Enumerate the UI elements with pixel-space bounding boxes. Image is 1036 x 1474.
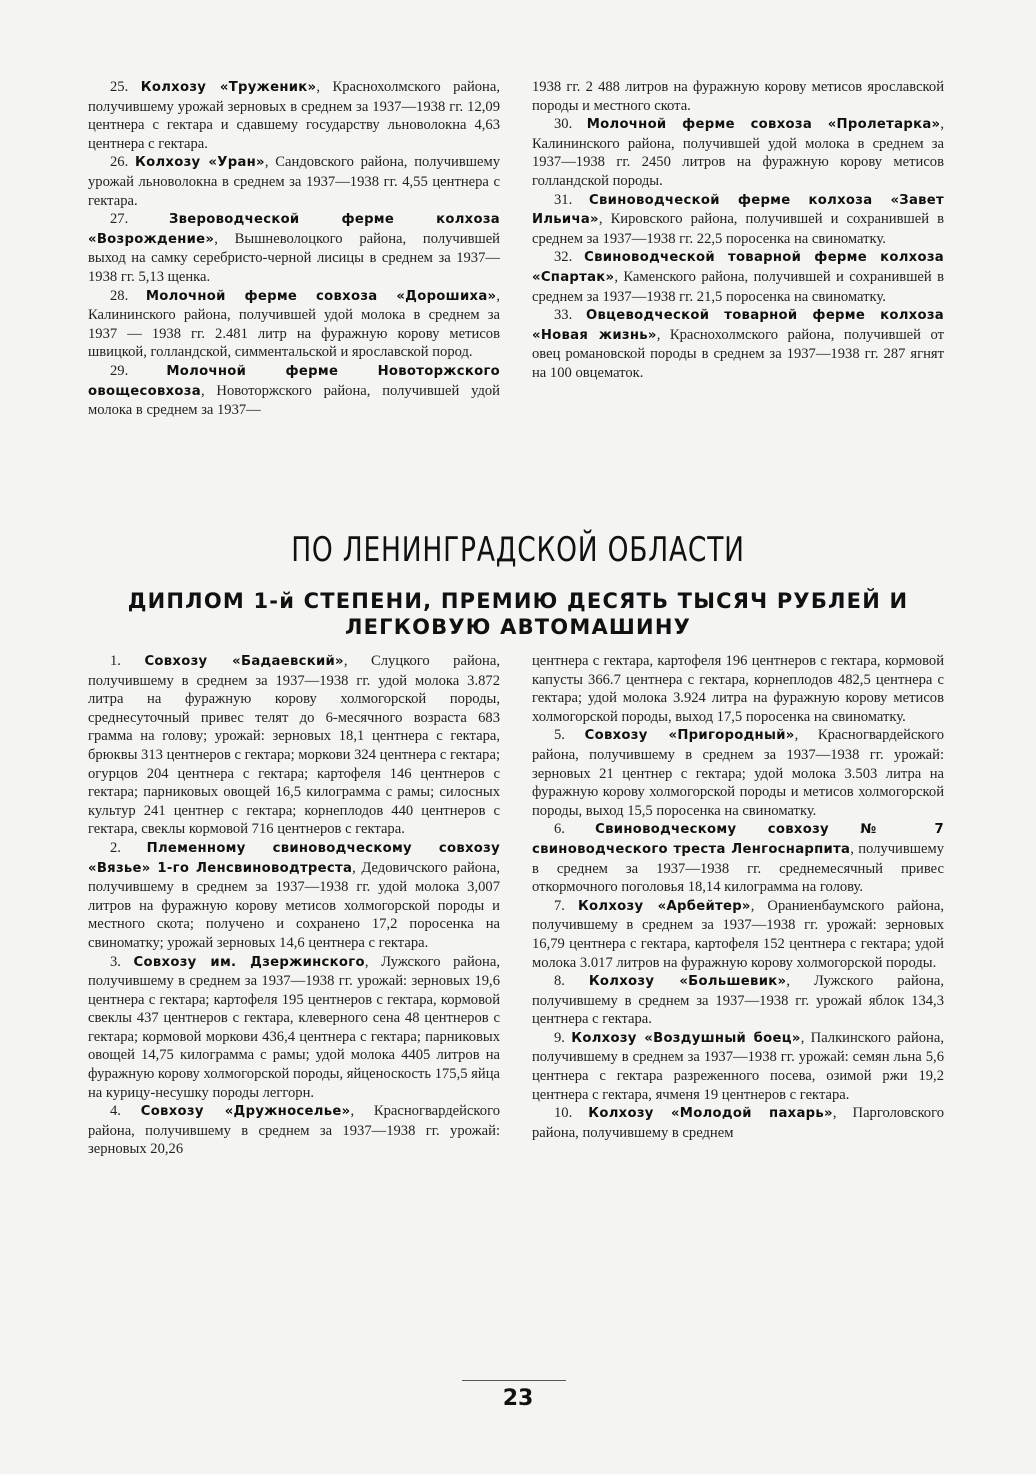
top-left-column bbox=[88, 78, 500, 420]
entry-name: Звероводческой ферме колхоза «Возрождение» bbox=[88, 212, 501, 247]
entry-text: , Ораниенбаумского района, получившему в среднем за 1937—1938 гг. урожай: зерновых 16,79 центнера с гектара, картофеля 152 центнера с гектара; удой молока 3.017 литров на фуражную корову холмогорской породы. bbox=[532, 897, 945, 971]
entry-number: 30. bbox=[554, 116, 587, 133]
entry-text: , Красногвардейского района, получившему в среднем за 1937—1938 гг. урожай: зерновых 20,26 bbox=[88, 1103, 500, 1158]
footer-rule bbox=[462, 1380, 566, 1381]
entry-name: Совхозу «Пригородный» bbox=[584, 728, 795, 744]
entry-number: 6. bbox=[554, 821, 596, 838]
entry-paragraph bbox=[532, 897, 944, 972]
entry-text: , Кировского района, получившей и сохранившей в среднем за 1937—1938 гг. 22,5 поросенка на свиноматку. bbox=[532, 211, 944, 247]
entry-name: Свиноводческой ферме колхоза «Завет Ильича» bbox=[532, 192, 944, 228]
entry-number: 31. bbox=[554, 191, 590, 208]
entry-number: 32. bbox=[554, 249, 585, 266]
entry-name: Колхозу «Арбейтер» bbox=[577, 898, 751, 914]
entry-text: , Красногвардейского района, получившему в среднем за 1937—1938 гг. урожай: зерновых 21 центнер с гектара; удой молока 3.503 литра на фуражную корову холмогорской породы и метисов холмогорской породы, выход 15,5 поросенка на свиноматку. bbox=[532, 727, 944, 819]
entry-number: 7. bbox=[554, 897, 578, 914]
entry-name: Свиноводческому совхозу № 7 свиноводческого треста Ленгоснарпита bbox=[532, 822, 945, 857]
entry-number: 27. bbox=[110, 211, 169, 228]
entry-text: , Вышневолоцкого района, получившей выход на самку серебристо-черной лисицы в среднем за 1937—1938 гг. 5,13 щенка. bbox=[88, 230, 500, 285]
entry-paragraph bbox=[532, 726, 944, 820]
entry-name: Колхозу «Уран» bbox=[135, 155, 265, 171]
entry-paragraph bbox=[532, 306, 944, 382]
entry-number: 3. bbox=[110, 953, 134, 970]
entry-number: 5. bbox=[554, 727, 585, 744]
top-right-column bbox=[532, 78, 944, 383]
entry-paragraph bbox=[532, 1104, 944, 1142]
entry-text: , Дедовичского района, получившему в среднем за 1937—1938 гг. удой молока 3,007 литров на фуражную корову метисов холмогорской породы и местного скота; получено и сохранено 17,2 поросенка на свиноматку; урожай зерновых 14,6 центнера с гектара. bbox=[88, 859, 500, 951]
entry-number: 1. bbox=[110, 653, 145, 669]
entry-paragraph bbox=[88, 953, 500, 1103]
entry-name: Совхозу «Дружноселье» bbox=[140, 1104, 351, 1120]
entry-text: , Парголовского района, получившему в среднем bbox=[532, 1105, 945, 1141]
award-title: ДИПЛОМ 1-й СТЕПЕНИ, ПРЕМИЮ ДЕСЯТЬ ТЫСЯЧ РУБЛЕЙ И ЛЕГКОВУЮ АВТОМАШИНУ bbox=[127, 589, 909, 639]
entry-text: 1938 гг. 2 488 литров на фуражную корову метисов ярославской породы и местного скота. bbox=[532, 79, 944, 114]
entry-name: Молочной ферме Новоторжского овощесовхоза bbox=[88, 363, 501, 399]
section-title: ПО ЛЕНИНГРАДСКОЙ ОБЛАСТИ bbox=[291, 530, 745, 570]
entry-paragraph bbox=[532, 1029, 944, 1104]
bottom-right-column bbox=[532, 652, 944, 1142]
entry-name: Совхозу им. Дзержинского bbox=[133, 954, 365, 970]
entry-number: 29. bbox=[110, 362, 167, 379]
entry-paragraph bbox=[88, 287, 500, 362]
entry-text: , Краснохолмского района, получившей от овец романовской породы в среднем за 1937—1938 гг. 287 ягнят на 100 овцематок. bbox=[532, 326, 944, 381]
entry-text: , Слуцкого района, получившему в среднем за 1937—1938 гг. удой молока 3.872 литра на фуражную корову холмогорской породы, среднесуточный привес телят до 6-месячного возраста 683 грамма на голову; урожай: зерновых 18,1 центнера с гектара, брюквы 313 центнеров с гектара; моркови 324 центнера с гектара; огурцов 204 центнера с гектара; картофеля 146 центнеров с гектара; парниковых овощей 16,5 килограмма с рамы; силосных культур 241 центнер с гектара; корнеплодов 440 центнеров с гектара, свеклы кормовой 716 центнеров с гектара. bbox=[88, 653, 501, 838]
entry-text: , Новоторжского района, получившей удой молока в среднем за 1937— bbox=[88, 382, 500, 419]
entry-number: 8. bbox=[554, 973, 589, 990]
entry-number: 33. bbox=[554, 307, 586, 324]
entry-name: Колхозу «Молодой пахарь» bbox=[588, 1106, 833, 1122]
entry-number: 28. bbox=[110, 287, 146, 304]
entry-number: 9. bbox=[554, 1029, 572, 1046]
entry-paragraph bbox=[532, 191, 944, 249]
entry-text: центнера с гектара, картофеля 196 центнеров с гектара, кормовой капусты 366.7 центнера с гектара, корнеплодов 482,5 центнера с гектара; удой молока 3.924 литра на фуражную корову метисов холмогорской породы, выход 17,5 поросенка на свиноматку. bbox=[532, 653, 944, 725]
entry-number: 2. bbox=[110, 839, 147, 856]
entry-name: Колхозу «Труженик» bbox=[140, 80, 317, 95]
entry-text: , получившему в среднем за 1937—1938 гг. среднемесячный привес откормочного поголовья 18,14 килограмма на голову. bbox=[532, 840, 944, 896]
entry-paragraph bbox=[532, 115, 944, 190]
entry-paragraph bbox=[88, 362, 500, 420]
entry-name: Молочной ферме совхоза «Пролетарка» bbox=[586, 117, 941, 133]
entry-text: , Сандовского района, получившему урожай льноволокна в среднем за 1937—1938 гг. 4,55 центнера с гектара. bbox=[88, 154, 500, 209]
entry-paragraph bbox=[532, 652, 944, 726]
entry-paragraph bbox=[88, 652, 500, 839]
entry-text: , Лужского района, получившему в среднем за 1937—1938 гг. урожай яблок 134,3 центнера с гектара. bbox=[532, 973, 945, 1028]
entry-name: Свиноводческой товарной ферме колхоза «Спартак» bbox=[532, 250, 945, 285]
entry-paragraph bbox=[532, 820, 944, 896]
entry-name: Совхозу «Бадаевский» bbox=[144, 654, 344, 669]
entry-number: 4. bbox=[110, 1103, 141, 1120]
entry-name: Колхозу «Большевик» bbox=[588, 974, 787, 990]
entry-paragraph bbox=[88, 78, 500, 153]
entry-paragraph bbox=[532, 78, 944, 115]
page-number: 23 bbox=[502, 1386, 534, 1411]
entry-paragraph bbox=[88, 153, 500, 210]
entry-number: 26. bbox=[110, 154, 135, 171]
entry-number: 25. bbox=[110, 79, 141, 95]
entry-text: , Лужского района, получившему в среднем за 1937—1938 гг. урожай: зерновых 19,6 центнера с гектара; картофеля 195 центнеров с гектара, кормовой свеклы 437 центнеров с гектара, клеверного сена 48 центнеров с гектара; кормовой моркови 436,4 центнера с гектара; парниковых овощей 14,75 килограмма с рамы; удой молока 4405 литров на фуражную корову холмогорской породы, яйценоскость 175,5 яйца на курицу-несушку породы леггорн. bbox=[88, 953, 500, 1101]
entry-text: , Калининского района, получившей удой молока в среднем за 1937 — 1938 гг. 2.481 литр на фуражную корову метисов швицкой, голландской, симментальской и ярославской пород. bbox=[88, 287, 500, 361]
bottom-left-column bbox=[88, 652, 500, 1159]
entry-paragraph bbox=[532, 972, 944, 1029]
entry-text: , Калининского района, получившей удой молока в среднем за 1937—1938 гг. 2450 литров на фуражную корову метисов голландской породы. bbox=[532, 116, 944, 189]
entry-name: Овцеводческой товарной ферме колхоза «Новая жизнь» bbox=[532, 308, 944, 343]
entry-text: , Краснохолмского района, получившему урожай зерновых в среднем за 1937—1938 гг. 12,09 центнера с гектара и сдавшему государству льноволокна 4,63 центнера с гектара. bbox=[88, 79, 500, 152]
entry-name: Племенному свиноводческому совхозу «Вязье» 1-го Ленсвиноводтреста bbox=[88, 840, 500, 876]
entry-name: Колхозу «Воздушный боец» bbox=[571, 1030, 801, 1046]
entry-paragraph bbox=[88, 839, 500, 953]
entry-paragraph bbox=[88, 210, 500, 286]
entry-number: 10. bbox=[554, 1105, 589, 1122]
entry-text: , Палкинского района, получившему в среднем за 1937—1938 гг. урожай: семян льна 5,6 центнера с гектара разреженного посева, озимой ржи 19,2 центнера с гектара, ячменя 19 центнеров с гектара. bbox=[532, 1029, 944, 1103]
entry-paragraph bbox=[532, 248, 944, 306]
entry-paragraph bbox=[88, 1102, 500, 1159]
entry-name: Молочной ферме совхоза «Дорошиха» bbox=[145, 288, 497, 304]
entry-text: , Каменского района, получившей и сохранившей в среднем за 1937—1938 гг. 21,5 поросенка на свиноматку. bbox=[532, 268, 944, 305]
